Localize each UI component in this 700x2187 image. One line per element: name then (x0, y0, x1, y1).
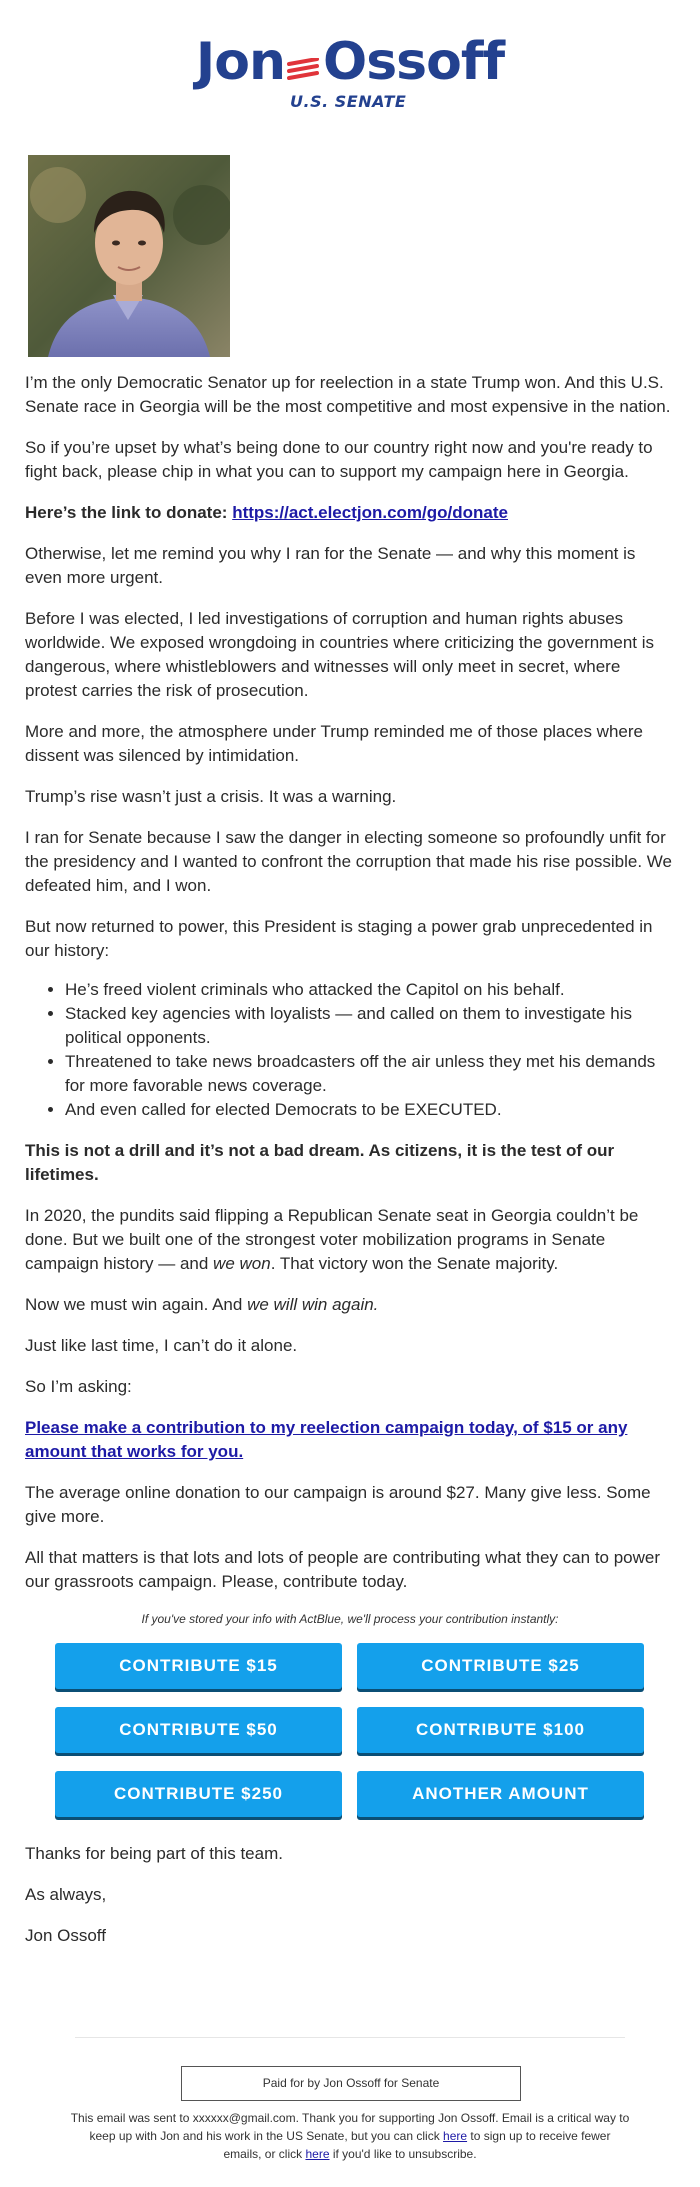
donate-prefix: Here’s the link to donate: (25, 503, 233, 522)
another-amount-button[interactable]: ANOTHER AMOUNT (357, 1771, 644, 1817)
contribute-15-button[interactable]: CONTRIBUTE $15 (55, 1643, 342, 1689)
paragraph-remind: Otherwise, let me remind you why I ran for the Senate — and why this moment is even more urgent. (25, 544, 636, 587)
footer-text-a: This email was sent to xxxxxx@gmail.com. Thank you for supporting Jon Ossoff. Email is a critical way to keep up with Jon and his work in the US Senate, but you can click (70, 2111, 630, 2143)
list-item: • Threatened to take news broadcasters off the air unless they met his demands for more favorable news coverage. (65, 1050, 675, 1098)
power-grab-list (25, 978, 675, 1122)
logo-name-first: Jon (195, 32, 285, 92)
campaign-logo (0, 30, 700, 120)
signature: Jon Ossoff (25, 1926, 106, 1945)
paragraph-investigations: Before I was elected, I led investigations of corruption and human rights abuses worldwide. We exposed wrongdoing in countries where criticizing the government is dangerous, where whistleblowers and witnesses will only meet in secret, where protest carries the risk of prosecution. (25, 609, 654, 700)
contribute-25-button[interactable]: CONTRIBUTE $25 (357, 1643, 644, 1689)
footer-text (70, 2109, 630, 2163)
contribute-100-button[interactable]: CONTRIBUTE $100 (357, 1707, 644, 1753)
contribute-250-button[interactable]: CONTRIBUTE $250 (55, 1771, 342, 1817)
footer-divider (75, 2037, 625, 2038)
donate-line (25, 501, 675, 525)
candidate-photo (28, 155, 230, 357)
flag-stripes-icon (287, 58, 321, 84)
footer-text-c: if you'd like to unsubscribe. (329, 2147, 477, 2161)
actblue-note: If you've stored your info with ActBlue, we'll process your contribution instantly: (141, 1612, 559, 1626)
text-win-a: Now we must win again. And (25, 1295, 248, 1314)
paragraph-2020 (25, 1204, 675, 1276)
contribute-50-button[interactable]: CONTRIBUTE $50 (55, 1707, 342, 1753)
contribution-cta (25, 1416, 675, 1464)
list-item: • Stacked key agencies with loyalists — and called on them to investigate his political opponents. (65, 1002, 675, 1050)
list-item: • He’s freed violent criminals who attacked the Capitol on his behalf. (65, 978, 675, 1002)
paragraph-power-grab: But now returned to power, this President is staging a power grab unprecedented in our history: (25, 917, 653, 960)
logo-subtitle: U.S. SENATE (290, 92, 407, 111)
paragraph-not-a-drill: This is not a drill and it’s not a bad dream. As citizens, it is the test of our lifetimes. (25, 1141, 615, 1184)
paragraph-atmosphere: More and more, the atmosphere under Trump reminded me of those places where dissent was silenced by intimidation. (25, 722, 643, 765)
contribution-link[interactable]: Please make a contribution to my reelection campaign today, of $15 or any amount that works for you. (25, 1418, 628, 1461)
text-2020-b: . That victory won the Senate majority. (270, 1254, 559, 1273)
paid-for-box: Paid for by Jon Ossoff for Senate (181, 2066, 521, 2101)
paragraph-asking: So I’m asking: (25, 1377, 132, 1396)
logo-name-last: Ossoff (323, 32, 505, 92)
paragraph-average: The average online donation to our campaign is around $27. Many give less. Some give more. (25, 1483, 651, 1526)
paragraph-why-ran: I ran for Senate because I saw the danger in electing someone so profoundly unfit for the presidency and I wanted to confront the corruption that made his rise possible. We defeated him, and I won. (25, 828, 672, 895)
closing-block (25, 1842, 675, 1965)
text-2020-a: In 2020, the pundits said flipping a Republican Senate seat in Georgia couldn’t be done. But we built one of the strongest voter mobilization programs in Senate campaign history — and (25, 1206, 639, 1273)
text-win-em: we will win again. (247, 1295, 379, 1314)
fewer-emails-link[interactable]: here (443, 2129, 468, 2143)
donate-link[interactable]: https://act.electjon.com/go/donate (232, 503, 508, 522)
unsubscribe-link[interactable]: here (305, 2147, 330, 2161)
closing-as-always: As always, (25, 1885, 107, 1904)
paragraph-intro: I’m the only Democratic Senator up for reelection in a state Trump won. And this U.S. Senate race in Georgia will be the most competitive and most expensive in the nation. (25, 373, 671, 416)
email-body (25, 371, 675, 1611)
paragraph-warning: Trump’s rise wasn’t just a crisis. It was a warning. (25, 787, 397, 806)
portrait-image (28, 155, 230, 357)
list-item: • And even called for elected Democrats to be EXECUTED. (65, 1098, 675, 1122)
paragraph-alone: Just like last time, I can’t do it alone. (25, 1336, 298, 1355)
footer-text-b: to sign up to receive fewer emails, or click (223, 2129, 611, 2161)
text-2020-em: we won (213, 1254, 271, 1273)
paragraph-win-again (25, 1293, 675, 1317)
closing-thanks: Thanks for being part of this team. (25, 1844, 283, 1863)
paragraph-all-that-matters: All that matters is that lots and lots of people are contributing what they can to power our grassroots campaign. Please, contribute today. (25, 1548, 661, 1591)
paragraph-ask: So if you’re upset by what’s being done to our country right now and you're ready to fight back, please chip in what you can to support my campaign here in Georgia. (25, 438, 653, 481)
